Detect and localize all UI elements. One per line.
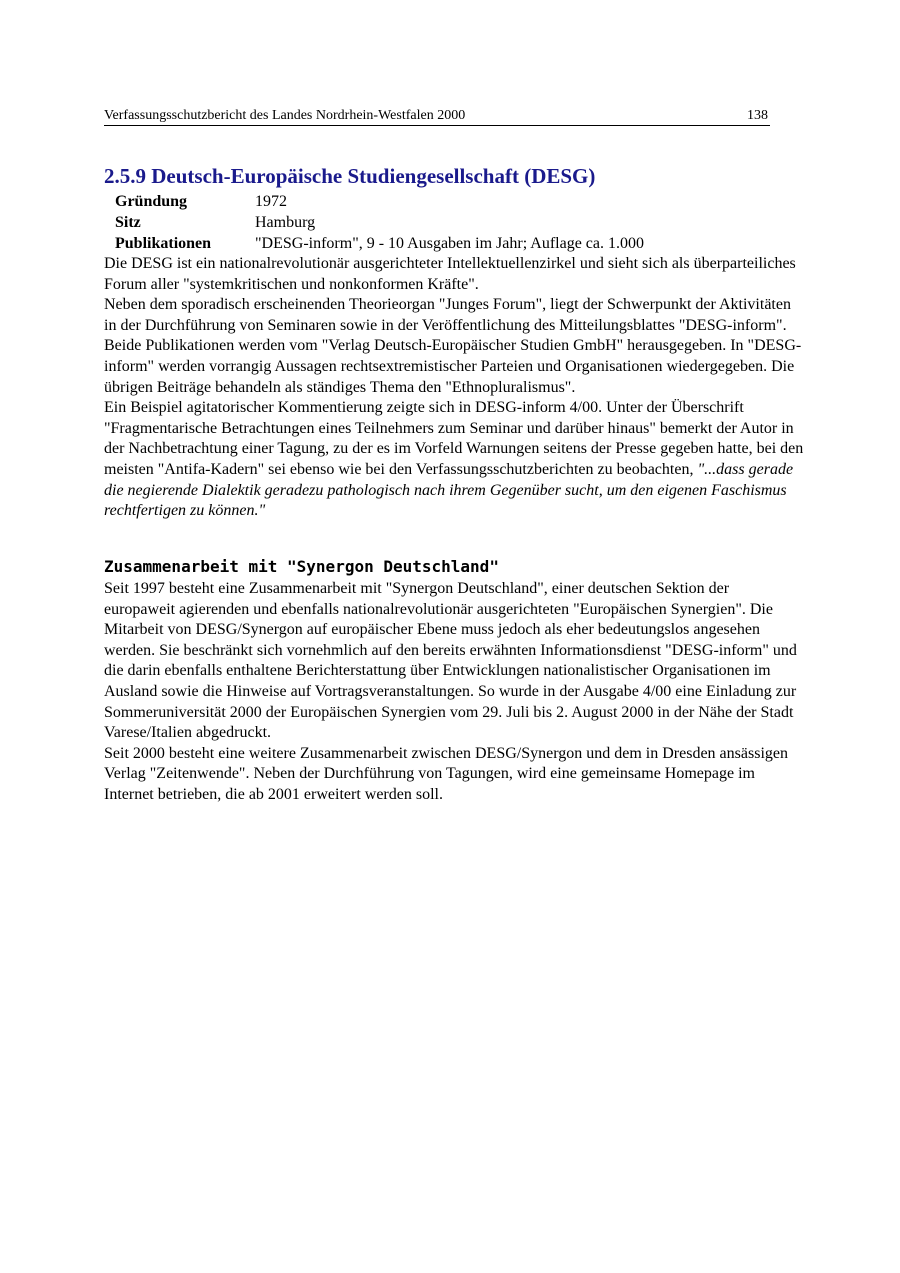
body-section-2 <box>104 579 804 806</box>
fact-key: Sitz <box>115 214 141 231</box>
running-header <box>104 106 770 126</box>
paragraph: Seit 1997 besteht eine Zusammenarbeit mit "Synergon Deutschland", einer deutschen Sektion der europaweit agierenden und ebenfalls nationalrevolutionär ausgerichteten "Europäischen Synergien". Die Mitarbeit von DESG/Synergon auf europäischer Ebene muss jedoch als eher bedeutungslos angesehen werden. Sie beschränkt sich vornehmlich auf den bereits erwähnten Informationsdienst "DESG-inform" und die darin ebenfalls enthaltene Berichterstattung über Entwicklungen nationalistischer Organisationen im Ausland sowie die Hinweise auf Vortragsveranstaltungen. So wurde in der Ausgabe 4/00 eine Einladung zur Sommeruniversität 2000 der Europäischen Synergien vom 29. Juli bis 2. August 2000 in der Nähe der Stadt Varese/Italien abgedruckt. <box>104 580 797 742</box>
paragraph-text: Ein Beispiel agitatorischer Kommentierung zeigte sich in DESG-inform 4/00. Unter der Überschrift "Fragmentarische Betrachtungen eines Teilnehmers zum Seminar und darüber hinaus" bemerkt der Autor in der Nachbetrachtung einer Tagung, zu der es im Vorfeld Warnungen seitens der Presse gegeben hatte, bei den meisten "Antifa-Kadern" sei ebenso wie bei den Verfassungsschutzberichten zu beobachten, <box>104 399 804 478</box>
header-title: Verfassungsschutzbericht des Landes Nordrhein-Westfalen 2000 <box>104 108 466 123</box>
quote: "...dass gerade die negierende Dialektik geradezu pathologisch nach ihrem Gegenüber sucht, um den eigenen Faschismus rechtfertigen zu können." <box>104 460 794 520</box>
page-number: 138 <box>747 108 768 123</box>
fact-value: "DESG-inform", 9 - 10 Ausgaben im Jahr; Auflage ca. 1.000 <box>255 235 644 252</box>
paragraph <box>104 398 804 522</box>
body-section-1 <box>104 254 804 522</box>
paragraph: Die DESG ist ein nationalrevolutionär ausgerichteter Intellektuellenzirkel und sieht sich als überparteiliches Forum aller "systemkritischen und nonkonformen Kräfte". <box>104 255 796 293</box>
fact-key: Gründung <box>115 193 188 210</box>
fact-value: 1972 <box>255 193 287 210</box>
fact-key: Publikationen <box>115 235 212 252</box>
fact-value: Hamburg <box>255 214 316 231</box>
paragraph: Neben dem sporadisch erscheinenden Theorieorgan "Junges Forum", liegt der Schwerpunkt der Aktivitäten in der Durchführung von Seminaren sowie in der Veröffentlichung des Mitteilungsblattes "DESG-inform". Beide Publikationen werden vom "Verlag Deutsch-Europäischer Studien GmbH" herausgegeben. In "DESG-inform" werden vorrangig Aussagen rechtsextremistischer Parteien und Organisationen wiedergegeben. Die übrigen Beiträge behandeln als ständiges Thema den "Ethnopluralismus". <box>104 296 802 396</box>
section-title: 2.5.9 Deutsch-Europäische Studiengesellschaft (DESG) <box>104 164 596 188</box>
paragraph: Seit 2000 besteht eine weitere Zusammenarbeit zwischen DESG/Synergon und dem in Dresden ansässigen Verlag "Zeitenwende". Neben der Durchführung von Tagungen, wird eine gemeinsame Homepage im Internet betrieben, die ab 2001 erweitert werden soll. <box>104 744 788 803</box>
subsection-title: Zusammenarbeit mit "Synergon Deutschland" <box>104 557 499 576</box>
